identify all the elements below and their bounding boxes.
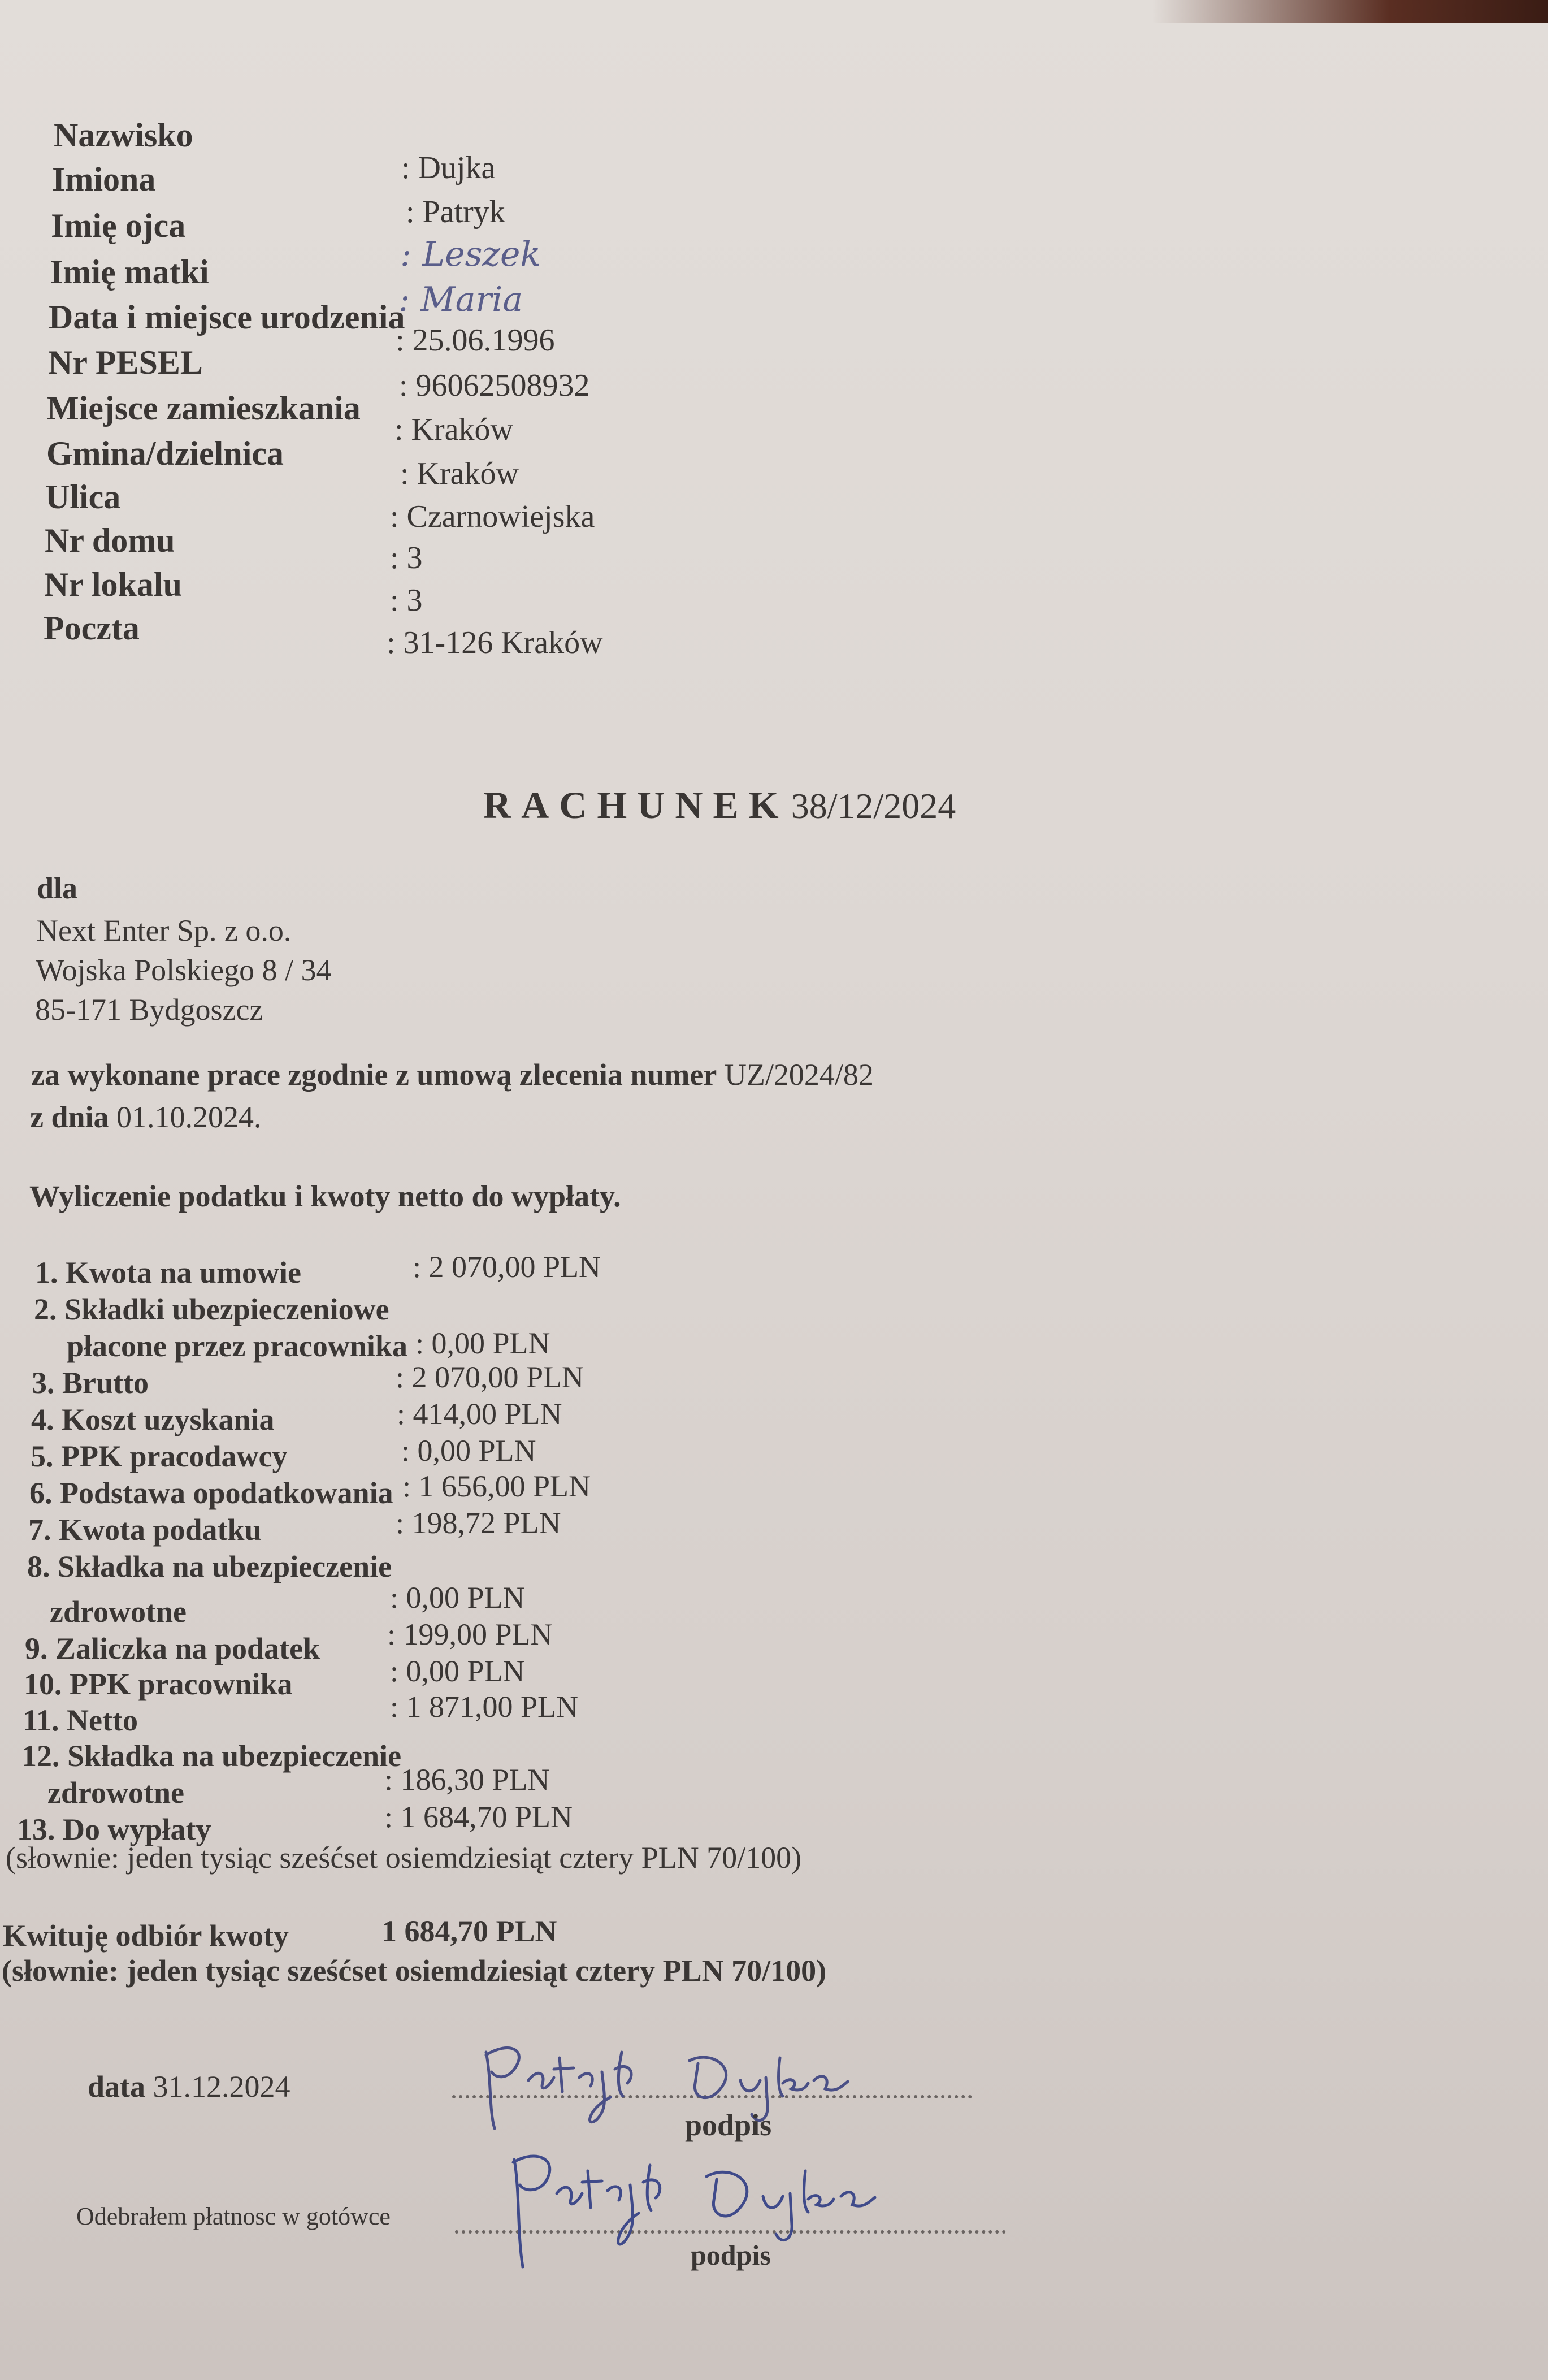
title-word: RACHUNEK [483,784,789,826]
title-number: 38/12/2024 [791,786,956,826]
value-nr-lokalu: : 3 [390,583,423,618]
calc-value: : 0,00 PLN [401,1434,536,1468]
label-ulica: Ulica [45,478,121,516]
signature-2-stroke [706,2171,875,2240]
podpis-label: podpis [685,2108,772,2142]
podpis-label-2: podpis [691,2239,771,2271]
label-pesel: Nr PESEL [48,344,203,381]
calc-value: : 199,00 PLN [387,1617,553,1651]
calc-value: : 0,00 PLN [390,1581,525,1615]
calc-label: 3. Brutto [32,1366,149,1400]
calc-value: : 414,00 PLN [397,1397,562,1431]
label-nazwisko: Nazwisko [54,116,193,154]
date-label: data [88,2070,146,2104]
recipient-dla: dla [37,871,78,905]
calc-label: 2. Składki ubezpieczeniowe [34,1292,389,1326]
calc-label: płacone przez pracownika [67,1329,407,1363]
calc-label: 11. Netto [23,1703,138,1737]
receipt-words: (słownie: jeden tysiąc sześćset osiemdziesiąt cztery PLN 70/100) [2,1954,827,1988]
value-imiona: : Patryk [406,194,505,230]
contract-date: 01.10.2024. [116,1100,262,1134]
label-nr-lokalu: Nr lokalu [44,566,182,603]
value-nr-domu: : 3 [390,540,423,575]
value-gmina: : Kraków [400,456,519,491]
document-title [483,783,956,828]
calc-value: : 2 070,00 PLN [413,1250,601,1284]
label-imie-ojca: Imię ojca [51,207,186,244]
calc-value: : 0,00 PLN [390,1654,525,1688]
recipient-line: Wojska Polskiego 8 / 34 [36,953,332,987]
calc-label: 9. Zaliczka na podatek [25,1632,320,1665]
value-poczta: : 31-126 Kraków [387,625,603,660]
calc-value: : 1 684,70 PLN [384,1800,573,1834]
label-nr-domu: Nr domu [45,522,175,559]
recipient-line: Next Enter Sp. z o.o. [36,914,292,947]
calc-label: zdrowotne [47,1776,184,1810]
calc-label: 12. Składka na ubezpieczenie [21,1739,402,1773]
cash-label: Odebrałem płatnosc w gotówce [76,2202,391,2230]
value-nazwisko: : Dujka [401,150,496,185]
value-data-urodzenia: : 25.06.1996 [396,323,555,358]
calc-label: 5. PPK pracodawcy [31,1439,288,1473]
value-imie-ojca-handwritten: : Leszek [400,235,541,274]
value-pesel: : 96062508932 [399,368,590,403]
contract-line [31,1057,874,1092]
value-miejsce-zamieszkania: : Kraków [394,412,513,447]
calc-value: : 1 656,00 PLN [402,1469,591,1503]
calc-value: : 2 070,00 PLN [396,1360,584,1394]
contract-number: UZ/2024/82 [724,1058,874,1092]
value-ulica: : Czarnowiejska [390,499,595,534]
label-gmina: Gmina/dzielnica [46,435,284,472]
calc-label: 6. Podstawa opodatkowania [29,1476,393,1510]
label-poczta: Poczta [44,609,140,647]
calc-value: : 1 871,00 PLN [390,1690,579,1724]
date-value: 31.12.2024 [153,2070,290,2104]
contract-date-line [30,1100,262,1135]
calc-label: 10. PPK pracownika [24,1667,293,1701]
date-line [88,2069,290,2104]
calc-words: (słownie: jeden tysiąc sześćset osiemdziesiąt cztery PLN 70/100) [6,1841,802,1875]
label-miejsce-zamieszkania: Miejsce zamieszkania [47,390,361,427]
label-imie-matki: Imię matki [50,253,209,291]
receipt-label: Kwituję odbiór kwoty [3,1919,289,1953]
calc-value: : 0,00 PLN [415,1326,550,1360]
calc-label: 7. Kwota podatku [28,1513,262,1547]
calc-label: 4. Koszt uzyskania [31,1403,275,1436]
background-edge [1152,0,1548,23]
calc-label: zdrowotne [50,1595,187,1629]
signature-1 [475,2030,882,2143]
label-imiona: Imiona [52,161,156,198]
contract-date-prefix: z dnia [30,1100,109,1134]
calc-value: : 186,30 PLN [384,1763,550,1797]
signature-1-stroke [486,2048,631,2128]
calc-label: 13. Do wypłaty [17,1812,211,1846]
calc-label: 8. Składka na ubezpieczenie [27,1550,392,1583]
recipient-line: 85-171 Bydgoszcz [35,993,263,1027]
calc-value: : 198,72 PLN [396,1506,561,1540]
calc-heading: Wyliczenie podatku i kwoty netto do wypłaty. [29,1179,621,1213]
label-data-urodzenia: Data i miejsce urodzenia [49,298,405,336]
receipt-amount: 1 684,70 PLN [381,1914,557,1948]
contract-prefix: za wykonane prace zgodnie z umową zlecenia numer [31,1058,717,1092]
value-imie-matki-handwritten: : Maria [398,280,523,319]
calc-label: 1. Kwota na umowie [35,1256,301,1289]
signature-2-stroke [513,2156,660,2267]
